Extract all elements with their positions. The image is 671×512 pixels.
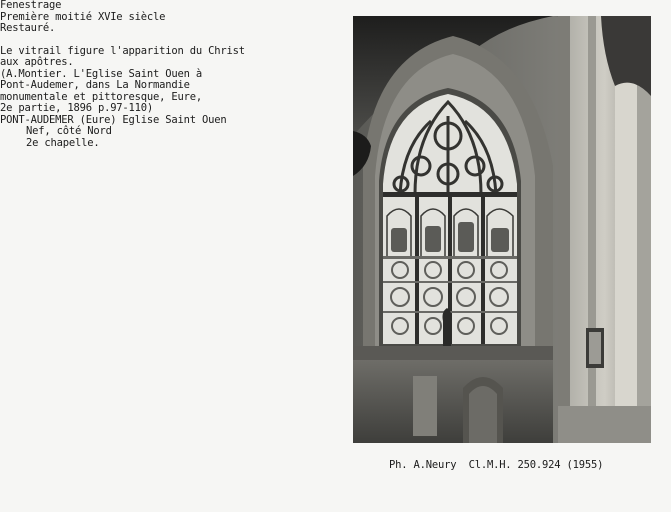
caption-description-cont: aux apôtres. [0, 56, 74, 68]
caption-reference-4: 2e partie, 1896 p.97-110) [0, 102, 154, 114]
caption-reference-1: (A.Montier. L'Eglise Saint Ouen à [0, 67, 203, 80]
caption-reference-3: monumentale et pittoresque, Eure, [0, 90, 203, 103]
location-chapel: 2e chapelle. [26, 136, 100, 149]
caption-title: Fenestrage [0, 0, 62, 11]
caption-state: Restauré. [0, 22, 56, 34]
caption-description: Le vitrail figure l'apparition du Christ [0, 44, 245, 57]
caption-reference-2: Pont-Audemer, dans La Normandie [0, 79, 190, 91]
church-window-photo [353, 16, 651, 443]
caption-date: Première moitié XVIe siècle [0, 10, 166, 23]
location-nave: Nef, côté Nord [26, 125, 112, 137]
location-place: PONT-AUDEMER (Eure) Eglise Saint Ouen [0, 113, 227, 126]
photo-credit: Ph. A.Neury Cl.M.H. 250.924 (1955) [389, 459, 604, 471]
